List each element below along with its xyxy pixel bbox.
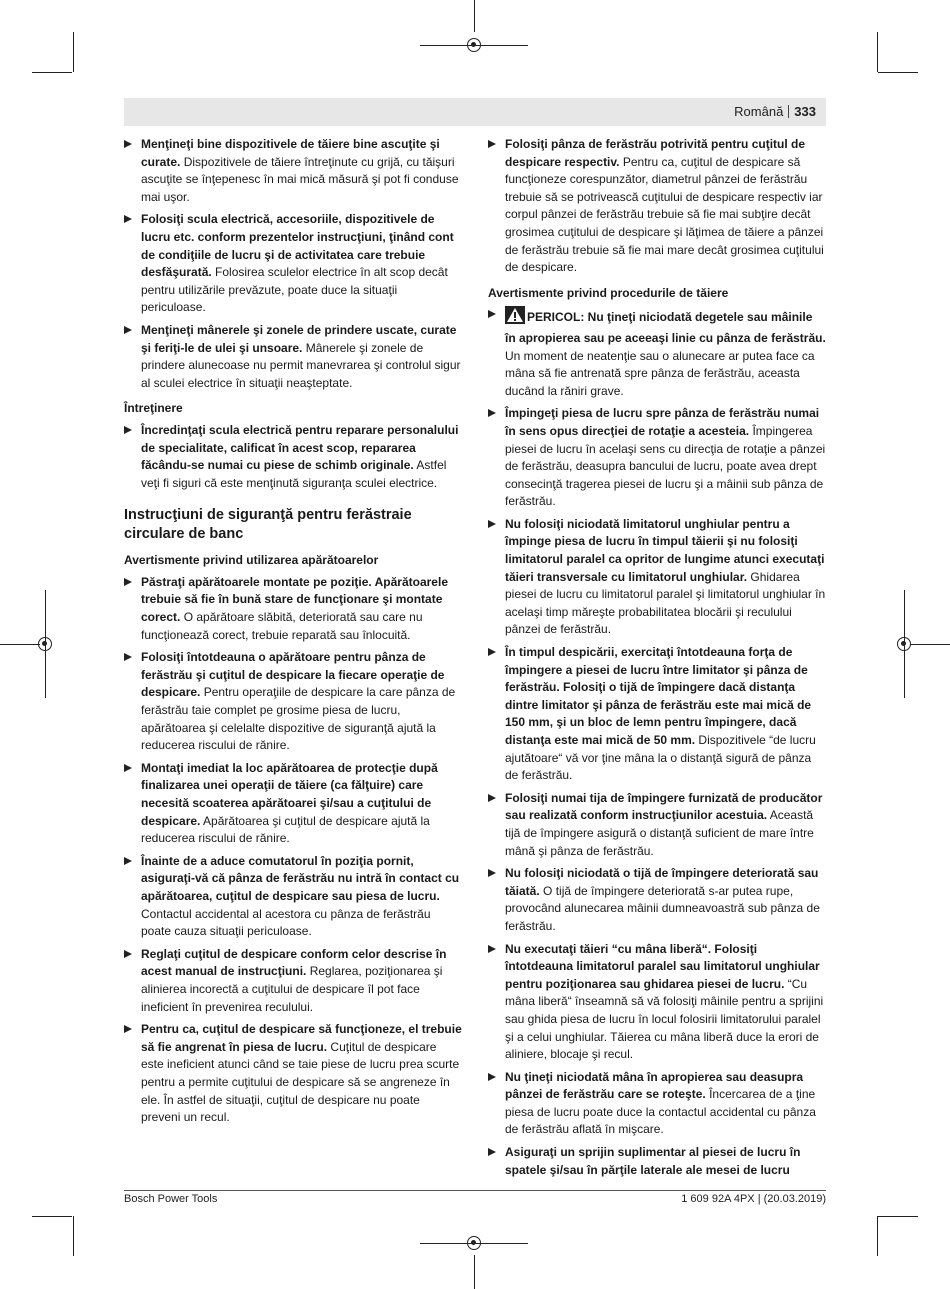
list-item	[488, 516, 826, 639]
bullet-arrow-icon	[488, 409, 496, 417]
item-bold: Păstraţi apărătoarele montate pe poziţie. Apărătoarele trebuie să fie în bună stare de funcţionare şi montate corect.	[141, 574, 448, 625]
bullet-arrow-icon	[488, 1073, 496, 1081]
list-item	[124, 211, 462, 317]
crop-mark	[0, 644, 40, 645]
footer-brand: Bosch Power Tools	[124, 1193, 218, 1205]
item-bold: Nu executaţi tăieri “cu mâna liberă“. Folosiţi întotdeauna limitatorul paralel sau limitatorul unghiular pentru poziţionarea sau ghidarea piesei de lucru.	[505, 941, 820, 991]
bullet-arrow-icon	[124, 326, 132, 334]
list-item	[488, 405, 826, 511]
item-text: Împingerea piesei de lucru în acelaşi sens cu direcţia de rotaţie a pânzei de ferăstrău, deasupra bancului de lucru, poate avea drept consecinţă tragerea piesei de lucru şi a mâinii sub pânza de ferăstrău.	[505, 423, 826, 509]
item-text: O apărătoare slăbită, deteriorată sau care nu funcţionează corect, trebuie reparată sau înlocuită.	[141, 610, 423, 642]
bullet-arrow-icon	[488, 1148, 496, 1156]
crop-mark	[474, 0, 475, 32]
list-item	[124, 1021, 462, 1127]
bullet-arrow-icon	[488, 869, 496, 877]
item-bold: În timpul despicării, exercitaţi întotdeauna forţa de împingere a piesei de lucru între limitator şi pânza de ferăstrău. Folosiţi o tijă de împingere dacă distanţa dintre limitator şi pânza de ferăstrău este mai mică de 150 mm, şi un bloc de lemn pentru împingere, dacă distanţa este mai mică de 50 mm.	[505, 645, 812, 747]
bullet-arrow-icon	[488, 520, 496, 528]
page-number: 333	[794, 104, 816, 119]
list-item	[488, 790, 826, 860]
item-bold: Împingeţi piesa de lucru spre pânza de ferăstrău numai în sens opus direcţiei de rotaţie a acesteia.	[505, 406, 820, 438]
footer-divider	[124, 1190, 826, 1191]
crop-mark	[73, 32, 74, 72]
item-text: Pentru operaţiile de despicare la care pânza de ferăstrău taie complet pe grosime piesa de lucru, apărătoarea şi celelalte dispozitive de siguranţă ajută la reducerea riscului de rănire.	[141, 685, 456, 753]
item-text: O tijă de împingere deteriorată s-ar putea rupe, provocând alunecarea mâinii dumneavoastră sub pânza de ferăstrău.	[505, 883, 820, 933]
item-text: Astfel veţi fi siguri că este menţinută siguranţa sculei electrice.	[141, 458, 447, 490]
header-separator	[788, 105, 789, 118]
bullet-arrow-icon	[124, 1025, 132, 1033]
item-bold: Nu folosiţi niciodată limitatorul unghiular pentru a împinge piesa de lucru în timpul tăierii şi nu folosiţi limitatorul paralel ca opritor de lungime atunci executaţi tăieri transversale cu limitatorul unghiular.	[505, 516, 825, 584]
item-bold: Nu ţineţi niciodată mâna în apropierea sau deasupra pânzei de ferăstrău care se roteşte.	[505, 1069, 804, 1102]
crop-mark	[73, 1216, 74, 1256]
list-item	[488, 644, 826, 785]
bullet-arrow-icon	[488, 310, 496, 318]
list-item	[488, 1144, 826, 1179]
crop-mark	[878, 1216, 918, 1217]
item-text: “Cu mâna liberă“ înseamnă să vă folosiţi mâinile pentru a sprijini sau ghida piesa de lucru în locul folosirii limitatorului paralel şi a celui unghiular. Tăierea cu mâna liberă duce la erori de aliniere, blocaje şi recul.	[505, 976, 824, 1062]
bullet-arrow-icon	[488, 945, 496, 953]
header-language: Română	[734, 104, 784, 119]
item-bold: Menţineţi bine dispozitivele de tăiere bine ascuţite şi curate.	[141, 137, 440, 169]
registration-target-icon	[38, 637, 52, 651]
item-bold: Asiguraţi un sprijin suplimentar al piesei de lucru în spatele şi/sau în părţile laterale ale mesei de lucru	[505, 1145, 801, 1177]
registration-target-icon	[467, 38, 481, 52]
item-bold: Montaţi imediat la loc apărătoarea de protecţie după finalizarea unei operaţii de tăiere (ca fălţuire) care necesită scoaterea apărătoarei şi/sau a cuţitului de despicare.	[141, 760, 438, 828]
footer-doc-id: 1 609 92A 4PX | (20.03.2019)	[681, 1193, 826, 1205]
bullet-arrow-icon	[124, 950, 132, 958]
registration-target-icon	[467, 1236, 481, 1250]
bullet-arrow-icon	[124, 426, 132, 434]
item-text: Pentru ca, cuţitul de despicare să funcţioneze corespunzător, diametrul pânzei de ferăstrău trebuie să se potrivească cuţitului de despicare respectiv iar corpul pânzei de ferăstrău trebuie să fie mai subţire decât grosimea cuţitului de despicare şi lăţimea de tăiere a pânzei de ferăstrău trebuie să fie mai mare decât grosimea cuţitului de despicare.	[505, 154, 824, 275]
item-text: Dispozitivele de tăiere întreţinute cu grijă, cu tăişuri ascuţite se înţepenesc în mai mică măsură şi pot fi conduse mai uşor.	[141, 154, 459, 204]
item-bold: Folosiţi numai tija de împingere furnizată de producător sau realizată conform instrucţiunilor acestuia.	[505, 790, 823, 823]
item-text: Reglarea, poziţionarea şi alinierea incorectă a cuţitului de despicare îl pot face ineficient în prevenirea reculului.	[141, 964, 443, 1014]
item-text: Cuţitul de despicare este ineficient atunci când se taie piese de lucru prea scurte pentru a permite cuţitului de despicare să se angreneze în ele. În astfel de situaţii, cuţitul de despicare nu poate preveni un recul.	[141, 1039, 460, 1125]
subheading-intretinere: Întreţinere	[124, 401, 183, 416]
crop-mark	[878, 72, 918, 73]
bullet-arrow-icon	[124, 764, 132, 772]
crop-mark	[32, 72, 72, 73]
item-bold: Înainte de a aduce comutatorul în poziţia pornit, asiguraţi-vă că pânza de ferăstrău nu intră în contact cu apărătoarea, cuţitul de despicare sau piesa de lucru.	[141, 853, 460, 903]
list-item	[124, 853, 462, 941]
list-item	[124, 422, 462, 492]
list-item	[488, 941, 826, 1064]
item-text: Dispozitivele “de lucru ajutătoare“ vă vor ţine mâna la o distanţă sigură de pânza de ferăstrău.	[505, 733, 816, 783]
bullet-arrow-icon	[488, 648, 496, 656]
list-item	[488, 865, 826, 935]
crop-mark	[877, 1216, 878, 1256]
subheading-proceduri: Avertismente privind procedurile de tăiere	[488, 285, 729, 300]
page-header	[124, 98, 826, 126]
item-bold: Folosiţi întotdeauna o apărătoare pentru pânza de ferăstrău şi cuţitul de despicare la fiecare operaţie de despicare.	[141, 650, 445, 700]
list-item	[488, 136, 826, 277]
item-text: Apărătoarea şi cuţitul de despicare ajută la reducerea riscului de rănire.	[141, 813, 430, 846]
bullet-arrow-icon	[488, 794, 496, 802]
bullet-arrow-icon	[124, 578, 132, 586]
subheading-aparatoare: Avertismente privind utilizarea apărătoarelor	[124, 553, 379, 568]
header-text	[734, 104, 816, 119]
section-title: Instrucţiuni de siguranţă pentru ferăstraie circulare de banc	[124, 507, 412, 543]
item-text: Folosirea sculelor electrice în alt scop decât pentru utilizările prevăzute, poate duce la situaţii periculoase.	[141, 265, 448, 315]
warning-triangle-icon	[505, 306, 525, 330]
item-text: Această tijă de împingere asigură o distanţă suficient de mare între mână şi pânza de ferăstrău.	[505, 808, 814, 858]
item-bold: Reglaţi cuţitul de despicare conform celor descrise în acest manual de instrucţiuni.	[141, 946, 447, 979]
crop-mark	[32, 1216, 72, 1217]
bullet-arrow-icon	[124, 140, 132, 148]
item-bold: Nu folosiţi niciodată o tijă de împingere deteriorată sau tăiată.	[505, 866, 819, 898]
list-item-warning	[488, 306, 826, 400]
list-item	[124, 760, 462, 848]
item-text: Un moment de neatenţie sau o alunecare ar putea face ca mâna să fie antrenată spre pânza de ferăstrău, aceasta ducând la răniri grave.	[505, 348, 815, 398]
bullet-arrow-icon	[124, 653, 132, 661]
registration-target-icon	[897, 637, 911, 651]
crop-mark	[474, 1255, 475, 1289]
bullet-arrow-icon	[124, 857, 132, 865]
list-item	[124, 649, 462, 755]
list-item	[124, 946, 462, 1016]
crop-mark	[910, 644, 950, 645]
list-item	[124, 322, 462, 392]
crop-mark	[877, 32, 878, 72]
left-column	[124, 136, 462, 1132]
item-text: Mânerele şi zonele de prindere alunecoase nu permit manevrarea şi controlul sigur al sculei electrice în situaţii neaşteptate.	[141, 340, 461, 390]
item-bold: Încredinţaţi scula electrică pentru reparare personalului de specialitate, calificat în acest scop, repararea făcându-se numai cu piese de schimb originale.	[141, 422, 459, 473]
list-item	[124, 136, 462, 206]
item-bold: Folosiţi pânza de ferăstrău potrivită pentru cuţitul de despicare respectiv.	[505, 137, 806, 169]
item-text: Încercarea de a ţine piesa de lucru poate duce la contactul accidental cu pânza de ferăstrău aflată în mişcare.	[505, 1087, 816, 1137]
bullet-arrow-icon	[488, 140, 496, 148]
item-text: Ghidarea piesei de lucru cu limitatorul paralel şi limitatorul unghiular în acelaşi timp măreşte probabilitatea blocării şi reculului pânzei de ferăstrău.	[505, 569, 826, 637]
bullet-arrow-icon	[124, 215, 132, 223]
item-bold: Menţineţi mânerele şi zonele de prindere uscate, curate şi feriţi-le de ulei şi unsoare.	[141, 322, 457, 355]
list-item	[488, 1069, 826, 1139]
item-text: Contactul accidental al acestora cu pânza de ferăstrău poate cauza situaţii periculoase.	[141, 906, 431, 939]
right-column	[488, 136, 826, 1184]
item-bold: Pentru ca, cuţitul de despicare să funcţioneze, el trebuie să fie angrenat în piesa de lucru.	[141, 1022, 462, 1054]
item-bold: PERICOL: Nu ţineţi niciodată degetele sau mâinile în apropierea sau pe aceeaşi linie cu pânza de ferăstrău.	[505, 310, 826, 345]
list-item	[124, 574, 462, 644]
item-bold: Folosiţi scula electrică, accesoriile, dispozitivele de lucru etc. conform prezentelor instrucţiuni, ţinând cont de condiţiile de lucru şi de activitatea care trebuie desfăşurată.	[141, 212, 454, 280]
